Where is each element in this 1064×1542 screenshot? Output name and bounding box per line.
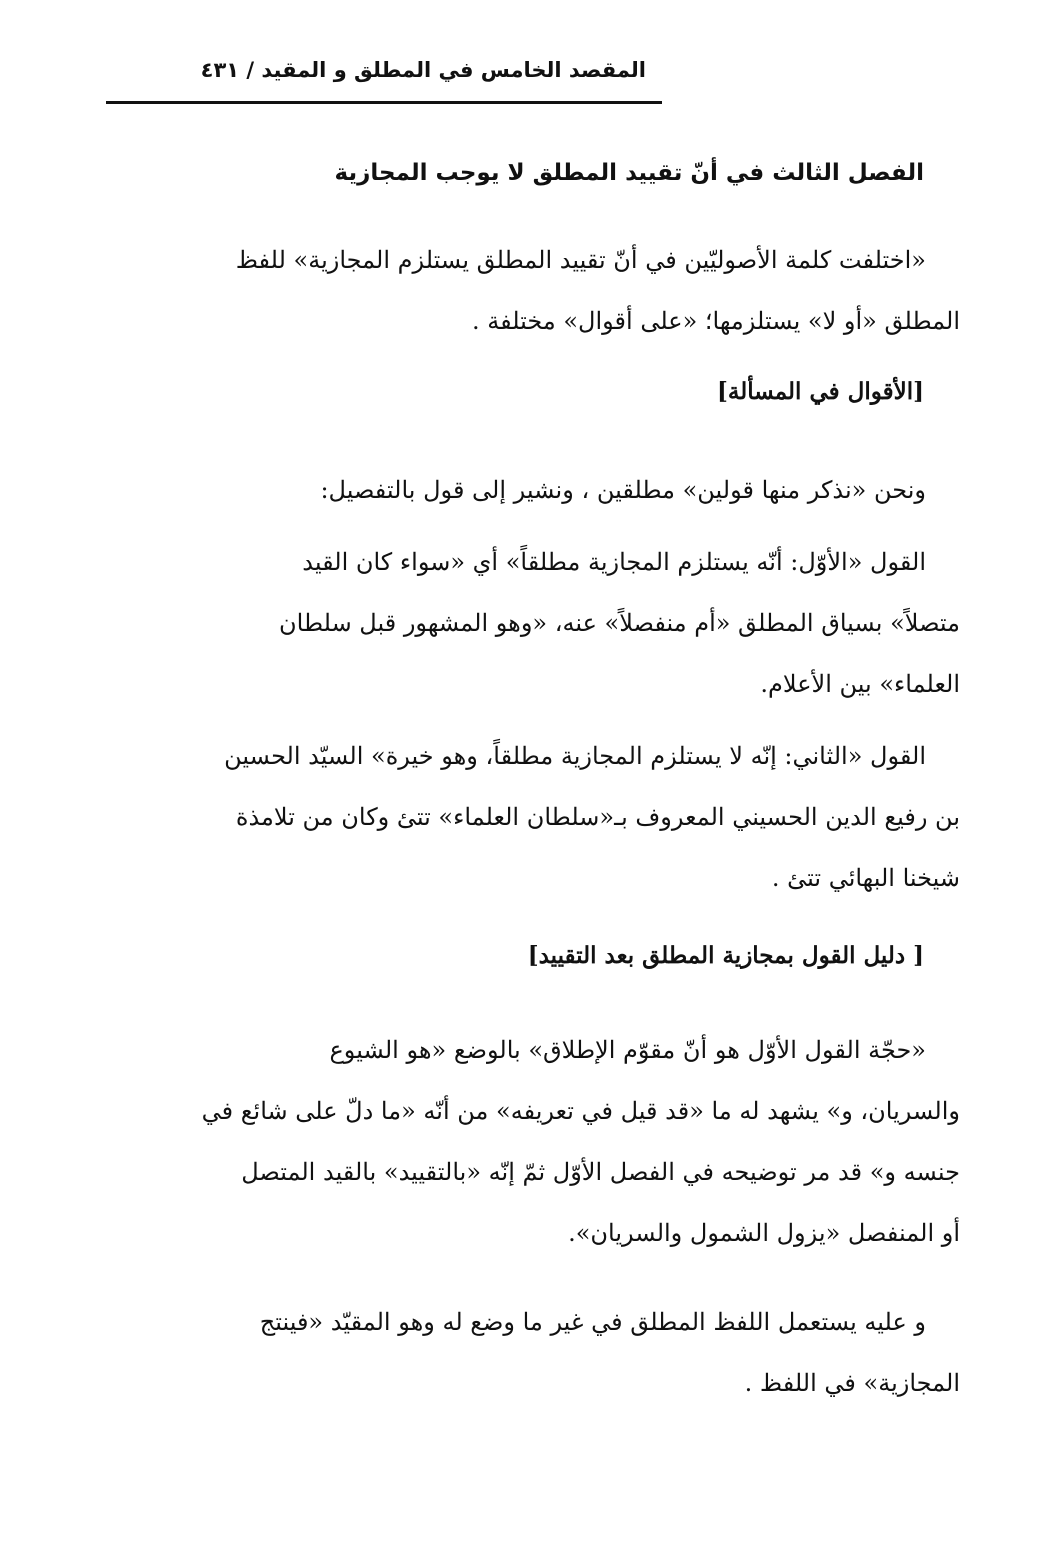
subheading-proof: [ دليل القول بمجازية المطلق بعد التقييد]: [527, 942, 924, 969]
paragraph-line: بن رفيع الدين الحسيني المعروف بـ«سلطان العلماء» تتئ وكان من تلامذة: [235, 803, 960, 831]
paragraph-conclusion: [104, 1292, 960, 1414]
paragraph-line: متصلاً» بسياق المطلق «أم منفصلاً» عنه، «وهو المشهور قبل سلطان: [279, 609, 960, 637]
paragraph-line: «اختلفت كلمة الأصوليّين في أنّ تقييد المطلق يستلزم المجازية» للفظ: [235, 246, 926, 274]
paragraph-line: والسريان، و» يشهد له ما «قد قيل في تعريفه» من أنّه «ما دلّ على شائع في: [201, 1097, 960, 1125]
paragraph-line: المطلق «أو لا» يستلزمها؛ «على أقوال» مختلفة .: [471, 307, 960, 335]
subheading-opinions: [الأقوال في المسألة]: [717, 378, 924, 405]
paragraph-line: و عليه يستعمل اللفظ المطلق في غير ما وضع له وهو المقيّد «فينتج: [259, 1308, 926, 1336]
paragraph-line: القول «الأوّل: أنّه يستلزم المجازية مطلقاً» أي «سواء كان القيد: [302, 548, 926, 576]
header-rule: [106, 101, 662, 104]
paragraph-line: جنسه و» قد مر توضيحه في الفصل الأوّل ثمّ إنّه «بالتقييد» بالقيد المتصل: [241, 1158, 960, 1186]
paragraph-first-opinion: [104, 532, 960, 715]
paragraph-line: «حجّة القول الأوّل هو أنّ مقوّم الإطلاق» بالوضع «هو الشيوع: [329, 1036, 926, 1064]
paragraph-line: المجازية» في اللفظ .: [744, 1369, 960, 1397]
running-header: المقصد الخامس في المطلق و المقيد / ٤٣١: [200, 58, 646, 82]
paragraph-intro: [104, 230, 960, 352]
paragraph-line: أو المنفصل «يزول الشمول والسريان».: [568, 1219, 960, 1247]
paragraph-line: شيخنا البهائي تتئ .: [771, 864, 960, 892]
paragraph-two-opinions: [104, 460, 960, 521]
paragraph-line: القول «الثاني: إنّه لا يستلزم المجازية مطلقاً، وهو خيرة» السيّد الحسين: [224, 742, 926, 770]
paragraph-line: ونحن «نذكر منها قولين» مطلقين ، ونشير إلى قول بالتفصيل:: [320, 476, 926, 504]
paragraph-second-opinion: [104, 726, 960, 909]
paragraph-line: العلماء» بين الأعلام.: [760, 670, 960, 698]
paragraph-proof: [104, 1020, 960, 1264]
section-title: الفصل الثالث في أنّ تقييد المطلق لا يوجب المجازية: [334, 160, 924, 186]
